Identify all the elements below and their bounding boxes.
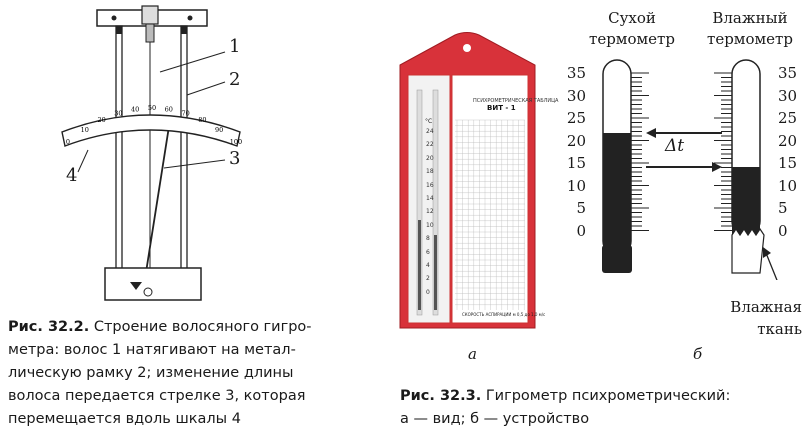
caption-line: Гигрометр психрометрический:	[481, 388, 731, 404]
scale-tick-label: 80	[198, 116, 207, 125]
caption-line: а — вид; б — устройство	[400, 411, 590, 427]
dry-scale-label: 15	[566, 154, 586, 172]
dry-thermometer-title	[582, 8, 682, 50]
photo-scale-label: 0	[426, 288, 430, 296]
callout-4: 4	[66, 165, 78, 186]
wet-title-line: термометр	[707, 30, 793, 48]
wet-cloth-label	[712, 296, 802, 340]
psychrometer-photo	[395, 30, 540, 330]
dry-scale-label: 20	[566, 131, 586, 150]
scale-tick-label: 20	[97, 116, 106, 125]
scale-tick-label: 10	[80, 125, 89, 134]
label-a: а	[468, 345, 477, 363]
photo-scale-label: 12	[426, 208, 434, 216]
dry-scale-label: 5	[576, 199, 586, 217]
table-title: ПСИХРОМЕТРИЧЕСКАЯ ТАБЛИЦА	[473, 98, 559, 104]
caption-line: Строение волосяного гигро-	[89, 319, 312, 335]
caption-line: метра: волос 1 натягивают на метал-	[8, 342, 296, 358]
label-b: б	[693, 345, 703, 363]
callout-2: 2	[229, 69, 241, 90]
wet-scale-label: 30	[778, 86, 798, 105]
scale-tick-label: 50	[147, 104, 157, 112]
wet-scale-label: 35	[778, 64, 798, 82]
photo-scale-label: 22	[426, 141, 434, 149]
scale-tick-label: 60	[164, 105, 173, 114]
dry-scale-label: 25	[566, 109, 586, 127]
wet-cloth-line: ткань	[757, 320, 802, 338]
scale-tick-label: 100	[229, 138, 243, 146]
caption-label: Рис. 32.3.	[400, 388, 482, 404]
wet-scale-label: 5	[778, 199, 788, 217]
wet-thermometer-title	[695, 8, 805, 50]
wet-scale-label: 0	[778, 221, 788, 240]
wet-scale-label: 25	[778, 109, 798, 127]
callout-3: 3	[229, 148, 241, 169]
dry-title-line: Сухой	[608, 9, 656, 27]
photo-scale-label: 10	[426, 221, 434, 229]
scale-tick-label: 0	[65, 138, 71, 146]
caption-label: Рис. 32.2.	[8, 319, 90, 335]
photo-scale-label: 20	[426, 154, 434, 162]
wet-scale-label: 10	[778, 176, 798, 195]
photo-scale-label: 6	[426, 248, 430, 256]
callout-1: 1	[229, 36, 241, 57]
caption-line: перемещается вдоль шкалы 4	[8, 411, 241, 427]
caption-fig-32-3	[400, 385, 800, 431]
wet-title-line: Влажный	[712, 9, 788, 27]
dry-scale-label: 0	[576, 221, 586, 240]
caption-line: волоса передается стрелке 3, которая	[8, 388, 306, 404]
aspiration-note: СКОРОСТЬ АСПИРАЦИИ м 0,5 до 1,0 м/с	[462, 312, 546, 317]
dry-scale-label: 10	[566, 176, 586, 195]
dry-scale-label: 35	[566, 64, 586, 82]
wet-cloth-line: Влажная	[730, 298, 802, 316]
delta-t-label: Δt	[665, 136, 685, 156]
device-model: ВИТ - 1	[487, 104, 516, 112]
photo-scale-label: 24	[426, 128, 434, 135]
scale-tick-label: 40	[131, 105, 140, 114]
scale-tick-label: 90	[215, 125, 224, 134]
wet-scale-label: 20	[778, 131, 798, 150]
photo-scale-label: 18	[426, 168, 434, 176]
photo-scale-label: 16	[426, 181, 434, 189]
caption-fig-32-2	[8, 316, 338, 431]
wet-scale-label: 15	[778, 154, 798, 172]
thermometer-schematic	[560, 55, 805, 280]
caption-line: лическую рамку 2; изменение длины	[8, 365, 294, 381]
dry-title-line: термометр	[589, 30, 675, 48]
dry-scale-label: 30	[566, 86, 586, 105]
scale-tick-label: 30	[114, 109, 123, 118]
scale-tick-label: 70	[181, 109, 190, 118]
photo-scale-label: 4	[426, 262, 430, 269]
photo-scale-label: 8	[426, 235, 430, 243]
photo-scale-label: 14	[426, 195, 434, 202]
photo-scale-label: 2	[426, 275, 430, 283]
scale-unit: °C	[425, 118, 433, 125]
